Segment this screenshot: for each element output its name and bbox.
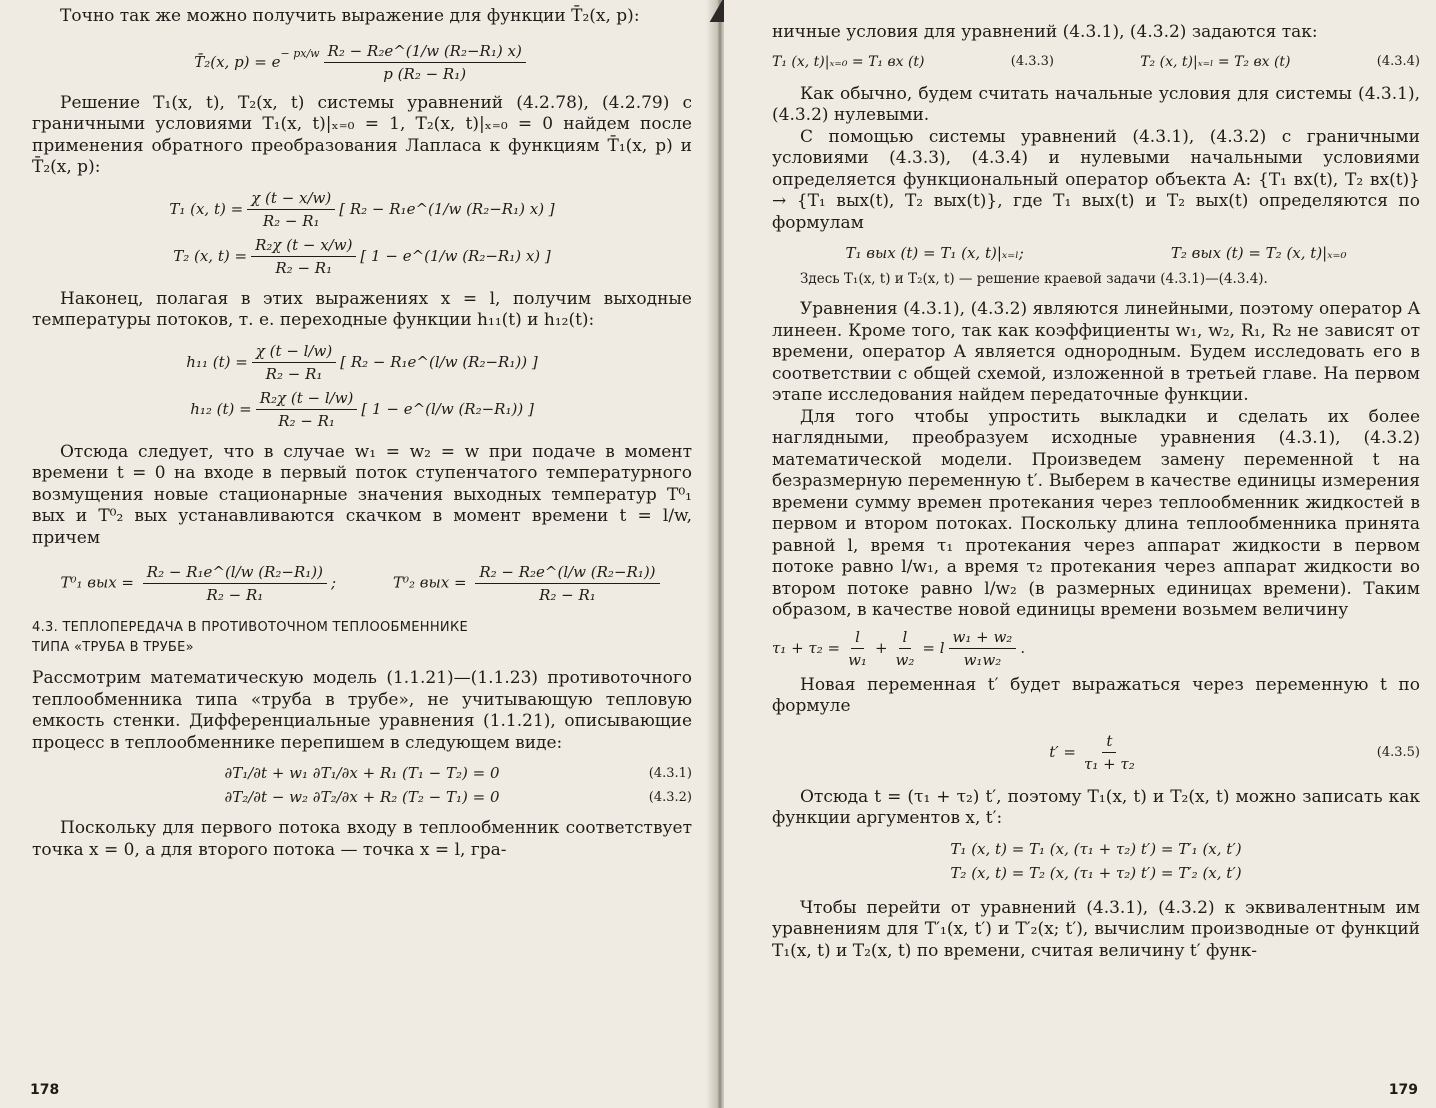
equation-4-3-4: T₂ (x, t)|ₓ₌ₗ = T₂ вх (t) [1140,53,1291,70]
section-heading [32,618,692,658]
equation-output-1: T₁ вых (t) = T₁ (x, t)|ₓ₌ₗ; [845,244,1024,262]
equation-substitution-2 [772,864,1420,882]
numerator: R₂χ (t − x/w) [251,236,356,257]
paragraph: Новая переменная t′ будет выражаться через переменную t по формуле [772,674,1420,716]
paragraph: Рассмотрим математическую модель (1.1.21)—(1.1.23) противоточного теплообменника типа «труба в трубе», не учитывающую тепловую емкость стенки. Дифференциальные уравнения (1.1.21), описывающие процесс в теплообменнике перепишем в следующем виде: [32,668,692,753]
equation-fraction [143,563,327,604]
numerator: R₂ − R₂e^(1/w (R₂−R₁) x) [324,42,526,63]
numerator: R₂ − R₁e^(l/w (R₂−R₁)) [143,563,327,584]
paragraph: Как обычно, будем считать начальные условия для системы (4.3.1), (4.3.2) нулевыми. [772,83,1420,125]
equation-number: (4.3.5) [1376,744,1420,760]
equation-lhs: T₁ (x, t) = [169,200,244,218]
equation-fraction [247,189,335,230]
right-page-column [772,0,1420,962]
equation-lhs: T⁰₁ вых = [60,573,134,592]
denominator: τ₁ + τ₂ [1084,754,1135,773]
equation-fraction [1080,732,1139,773]
equation-fraction [844,628,871,669]
equation-lhs: T⁰₂ вых = [392,573,467,592]
equation-lhs: T₂ (x, t) = [173,247,248,265]
numerator: R₂ − R₂e^(l/w (R₂−R₁)) [475,563,659,584]
equation-exponent: − px/w [280,46,320,60]
paragraph: С помощью системы уравнений (4.3.1), (4.3.2) с граничными условиями (4.3.3), (4.3.4) и нулевыми начальными условиями определяется функциональный оператор объекта A: {T₁ вх(t), T₂ вх(t)} → {T₁ вых(t), T₂ вых(t)}, где T₁ вых(t) и T₂ вых(t) определяются по формулам [772,126,1420,233]
denominator: R₂ − R₁ [265,364,323,383]
equation-fraction [256,389,358,430]
equation-bracket: [ R₂ − R₁e^(1/w (R₂−R₁) x) ] [339,200,555,218]
numerator: χ (t − l/w) [252,342,336,363]
right-page [724,0,1436,1108]
left-page-column [32,0,692,861]
numerator: χ (t − x/w) [247,189,335,210]
paragraph: Отсюда следует, что в случае w₁ = w₂ = w при подаче в момент времени t = 0 на входе в первый поток ступенчатого температурного возмущения новые стационарные значения выходных температур T⁰₁ вых и T⁰₂ вых устанавливаются скачком в момент времени t = l/w, причем [32,441,692,548]
equation-body: T₂ (x, t) = T₂ (x, (τ₁ + τ₂) t′) = T′₂ (x, t′) [950,863,1242,882]
equation-t2 [32,236,692,277]
paragraph: Отсюда t = (τ₁ + τ₂) t′, поэтому T₁(x, t) и T₂(x, t) можно записать как функции аргументов x, t′: [772,786,1420,828]
section-heading-line-1: 4.3. ТЕПЛОПЕРЕДАЧА В ПРОТИВОТОЧНОМ ТЕПЛООБМЕННИКЕ [32,620,468,635]
equation-body: ∂T₁/∂t + w₁ ∂T₁/∂x + R₁ (T₁ − T₂) = 0 [224,764,500,782]
paragraph: Наконец, полагая в этих выражениях x = l, получим выходные температуры потоков, т. е. переходные функции h₁₁(t) и h₁₂(t): [32,288,692,330]
equation-fraction [475,563,659,604]
denominator: R₂ − R₁ [206,586,264,604]
equation-tau-sum: τ₁ + τ₂ = $\frac{l}{\text{w₁}}$ + $\frac{l}{\text{w₂}}$ = l $\frac{\text{w₁ + w₂}}{\text{w₁w₂}}$ . [772,627,1026,669]
equation-lhs: τ₁ + τ₂ = [772,639,841,657]
equation-lhs: t′ = [1049,743,1077,761]
denominator: w₁ [848,650,867,669]
left-page [0,0,716,1108]
equation-lhs: T̄₂(x, p) = e [194,53,281,71]
numerator: w₁ + w₂ [949,628,1017,649]
footnote-text: Здесь T₁(x, t) и T₂(x, t) — решение краевой задачи (4.3.1)—(4.3.4). [800,271,1268,287]
equation-bracket: [ 1 − e^(l/w (R₂−R₁)) ] [361,400,534,418]
equation-lhs: h₁₁ (t) = [186,353,248,371]
equation-t2bar [32,42,692,83]
page-number: 178 [30,1082,60,1098]
paragraph: Решение T₁(x, t), T₂(x, t) системы уравнений (4.2.78), (4.2.79) с граничными условиями T₁(x, t)|ₓ₌₀ = 1, T₂(x, t)|ₓ₌₀ = 0 найдем после применения обратного преобразования Лапласа к функциям T̄₁(x, p) и T̄₂(x, p): [32,92,692,177]
equation-number: (4.3.3) [1010,54,1054,69]
equation-bracket: [ 1 − e^(1/w (R₂−R₁) x) ] [360,247,551,265]
equation-boundary-pair [772,54,1420,70]
equation-t01: T⁰₁ вых = $\frac{\text{R₂ − R₁e\textasciicircum{}(l/w (R₂−R₁))}}{\text{R₂ − R₁}}$ ; [60,563,337,604]
numerator: l [899,628,912,649]
equation-4-3-3: T₁ (x, t)|ₓ₌₀ = T₁ вх (t) [772,53,925,70]
equation-t1 [32,189,692,230]
numerator: R₂χ (t − l/w) [256,389,358,410]
numerator: t [1102,732,1116,753]
numerator: l [851,628,864,649]
denominator: R₂ − R₁ [278,411,335,430]
equation-h11 [32,342,692,383]
equation-number: (4.3.4) [1376,54,1420,69]
equation-fraction [251,236,356,277]
equation-4-3-2 [32,788,692,806]
equation-fraction [949,628,1017,669]
equation-h12 [32,389,692,430]
equation-lhs: h₁₂ (t) = [190,400,252,418]
equation-body: ∂T₂/∂t − w₂ ∂T₂/∂x + R₂ (T₂ − T₁) = 0 [224,788,500,806]
equation-fraction [252,342,336,383]
denominator: R₂ − R₁ [262,211,320,230]
equation-t0-pair [32,563,692,604]
equation-4-3-1 [32,764,692,782]
equation-body: T₁ (x, t) = T₁ (x, (τ₁ + τ₂) t′) = T′₁ (x, t′) [950,839,1242,858]
paragraph: Чтобы перейти от уравнений (4.3.1), (4.3.2) к эквивалентным им уравнениям для T′₁(x, t′) и T′₂(x; t′), вычислим производные от функций T₁(x, t) и T₂(x, t) по времени, считая величину t′ функ- [772,897,1420,961]
page-number: 179 [1388,1082,1418,1098]
equation-t02 [393,563,664,604]
denominator: R₂ − R₁ [539,586,596,604]
equation-fraction [324,42,526,83]
paragraph: Для того чтобы упростить выкладки и сделать их более наглядными, преобразуем исходные уравнения (4.3.1), (4.3.2) математической модели. Произведем замену переменной t на безразмерную переменную t′. Выберем в качестве единицы измерения времени сумму времен протекания через теплообменник жидкостей в первом и втором потоках. Поскольку длина теплообменника принята равной l, время τ₁ протекания через аппарат жидкости в первом потоке равно l/w₁, а время τ₂ протекания через аппарат жидкости во втором потоке равно l/w₂ (в размерных единицах времени). Таким образом, в качестве новой единицы времени возьмем величину [772,406,1420,620]
denominator: w₂ [895,650,915,669]
equation-number: (4.3.1) [648,765,692,781]
denominator: R₂ − R₁ [275,258,333,277]
equation-substitution-1 [772,840,1420,858]
equation-output-2: T₂ вых (t) = T₂ (x, t)|ₓ₌₀ [1170,244,1347,262]
denominator: w₁w₂ [963,650,1002,669]
equation-outputs [772,244,1420,262]
equation-4-3-5 [772,732,1420,773]
equation-bracket: [ R₂ − R₁e^(l/w (R₂−R₁)) ] [340,353,538,371]
paragraph: ничные условия для уравнений (4.3.1), (4.3.2) задаются так: [772,22,1318,42]
paragraph: Поскольку для первого потока входу в теплообменник соответствует точка x = 0, а для второго потока — точка x = l, гра- [32,818,692,860]
denominator: p (R₂ − R₁) [383,64,467,83]
section-heading-line-2: ТИПА «ТРУБА В ТРУБЕ» [32,640,194,655]
equation-number: (4.3.2) [648,789,692,805]
paragraph: Уравнения (4.3.1), (4.3.2) являются линейными, поэтому оператор A линеен. Кроме того, так как коэффициенты w₁, w₂, R₁, R₂ не зависят от времени, оператор A является однородным. Будем исследовать его в соответствии с общей схемой, изложенной в третьей главе. На первом этапе исследования найдем передаточные функции. [772,299,1420,405]
equation-fraction [892,628,919,669]
paragraph: Точно так же можно получить выражение для функции T̄₂(x, p): [60,6,640,26]
